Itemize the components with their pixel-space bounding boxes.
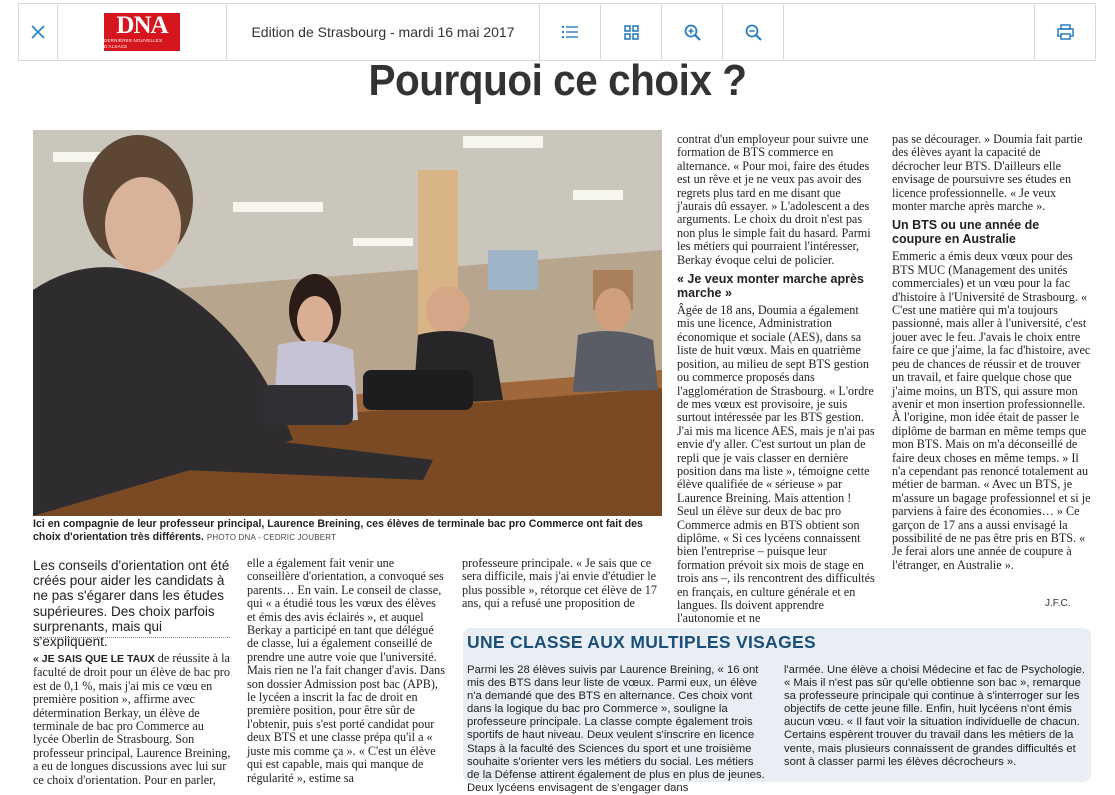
column-2-text: elle a également fait venir une conseillère d'orientation, a convoqué ses parents… En vain. Le conseil de classe, qui « a étudié tous les vœux des élèves et émis des avis éclairés », et auquel Berkay a participé en tant que délégué de classe, lui a également conseillé de prendre une autre voie que l'université. Mais rien ne l'a fait changer d'avis. Dans son dossier Admission post bac (APB), le lycéen a inscrit la fac de droit en première position, pour être sûr de l'obtenir, puis s'est porté candidat pour deux BTS et une classe prépa qu'il a « juste mis comme ça ». « C'est un élève qui est capable, mais qui manque de régularité », estime sa	[247, 556, 445, 785]
column-5-text: pas se décourager. » Doumia fait partie des élèves ayant la capacité de décrocher leur BTS. D'ailleurs elle envisage de poursuivre ses études en licence professionnelle. « Je veux monter marche après marche ».	[892, 132, 1083, 214]
print-button[interactable]	[1035, 4, 1095, 60]
zoom-in-icon	[684, 24, 701, 41]
article-column-1	[33, 652, 231, 787]
inset-box-column-1	[467, 664, 769, 795]
logo-main-text: DNA	[116, 12, 168, 39]
dna-logo	[104, 13, 180, 51]
caption-text: Ici en compagnie de leur professeur principal, Laurence Breining, ces élèves de terminale bac pro Commerce ont fait des choix d'orientation très différents.	[33, 518, 643, 543]
article-chapo: Les conseils d'orientation ont été créés pour aider les candidats à ne pas s'égarer dans les études supérieures. Des choix parfois surprenants, mais qui s'expliquent.	[33, 558, 230, 650]
article-photo	[33, 130, 662, 516]
list-icon	[562, 25, 578, 39]
grid-icon	[624, 25, 639, 40]
column-4-text: contrat d'un employeur pour suivre une formation de BTS commerce en alternance. « Pour moi, faire des études est un rêve et je ne veux pas avoir des regrets plus tard en me disant que j'aurais dû essayer. » L'adolescent a des arguments. Le choix du droit n'est pas non plus le simple fait du hasard. Parmi les métiers qui pourraient l'intéresser, Berkay évoque celui de policier.	[677, 132, 871, 267]
edition-label: Edition de Strasbourg - mardi 16 mai 2017	[227, 4, 540, 60]
chapo-divider	[33, 637, 230, 638]
print-icon	[1057, 24, 1074, 40]
viewer-toolbar	[18, 3, 1096, 61]
column-5b-text: Emmeric a émis deux vœux pour des BTS MUC (Management des unités commerciales) et un vœu pour la fac d'histoire à l'Université de Strasbourg. « C'est une matière qui m'a toujours passionné, mais aller à l'université, c'est jouer avec le feu. J'avais le choix entre faire ce que j'aime, la fac d'histoire, avec peu de chances de réussir et de trouver un travail, et faire quelque chose que j'aime moins, un BTS, qui assure mon avenir et mon insertion professionnelle. À l'origine, mon idée était de passer le diplôme de barman en même temps que mon BTS. Mais on m'a déconseillé de faire deux choses en même temps. » Il n'a cependant pas renoncé totalement au métier de barman. « Avec un BTS, je m'assure un bagage professionnel et si je parviens à faire des économies… » Ce garçon de 17 ans a aussi envisagé la possibilité de ne pas être pris en BTS. « Je ferai alors une année de coupure à l'étranger, en Australie ».	[892, 249, 1091, 572]
article-column-5	[892, 133, 1091, 572]
zoom-in-button[interactable]	[662, 4, 723, 60]
author-signature: J.F.C.	[1045, 598, 1071, 609]
close-icon	[30, 24, 46, 40]
inset-box-title: UNE CLASSE AUX MULTIPLES VISAGES	[467, 632, 816, 652]
column-3-text: professeure principale. « Je sais que ce sera difficile, mais j'ai envie d'étudier le plus possible », rétorque cet élève de 17 ans, qui a refusé une proposition de	[462, 556, 657, 611]
article-column-4	[677, 133, 875, 626]
list-view-button[interactable]	[540, 4, 601, 60]
inset-box-left-text: Parmi les 28 élèves suivis par Laurence Breining, « 16 ont mis des BTS dans leur liste de vœux. Parmi eux, un élève n'a demandé que des BTS en alternance. Ces choix vont dans la logique du bac pro Commerce », souligne la professeure principale. La classe compte également trois sportifs de haut niveau. Deux veulent s'inscrire en licence Staps à la faculté des Sciences du sport et une troisième souhaite s'orienter vers les métiers du social. Les métiers de la Défense attirent également de plus en plus de jeunes. Deux lycéens envisagent de s'engager dans	[467, 664, 765, 794]
subheading-australie: Un BTS ou une année de coupure en Australie	[892, 218, 1040, 246]
article-column-3	[462, 557, 662, 611]
column-1-text: de réussite à la faculté de droit pour un élève de bac pro est de 0,1 %, mais j'ai mis ce vœu en première position », affirme avec détermination Berkay, un élève de terminale de bac pro Commerce au lycée Oberlin de Strasbourg. Son professeur principal, Laurence Breining, a eu de longues discussions avec lui sur ce choix d'orientation. Pour en parler,	[33, 651, 231, 787]
article-headline: Pourquoi ce choix ?	[368, 56, 747, 105]
toolbar-spacer	[784, 4, 1035, 60]
lead-in: « JE SAIS QUE LE TAUX	[33, 653, 155, 665]
subheading-marche: « Je veux monter marche après marche »	[677, 272, 864, 300]
grid-view-button[interactable]	[601, 4, 662, 60]
inset-box-column-2	[784, 664, 1086, 769]
logo-sub-text: DERNIÈRES NOUVELLES D'ALSACE	[104, 38, 163, 49]
inset-box-right-text: l'armée. Une élève a choisi Médecine et fac de Psychologie. « Mais il n'est pas sûr qu'elle obtienne son bac », remarque sa professeure principale qui continue à s'interroger sur les objectifs de cette jeune fille. Enfin, huit lycéens n'ont émis aucun vœu. « Il faut voir la situation individuelle de chacun. Certains espèrent trouver du travail dans les métiers de la vente, mais plusieurs connaissent de grandes difficultés et sont à classer parmi les élèves décrocheurs ».	[784, 664, 1086, 768]
classroom-photo-illustration	[33, 130, 662, 516]
photo-credit: PHOTO DNA - CEDRIC JOUBERT	[206, 533, 337, 542]
newspaper-logo	[58, 4, 227, 60]
article-column-2	[247, 557, 447, 785]
zoom-out-button[interactable]	[723, 4, 784, 60]
column-4b-text: Âgée de 18 ans, Doumia a également mis une licence, Administration économique et sociale (AES), dans sa liste de huit vœux. Mais en quatrième position, au milieu de sept BTS gestion ou commerce proposés dans l'agglomération de Strasbourg. « L'ordre de mes vœux est provisoire, je suis surtout intéressée par les BTS gestion. J'ai mis ma licence AES, mais je n'ai pas envie d'y aller. C'est surtout un plan de repli que je vais classer en dernière position dans ma liste », témoigne cette élève qualifiée de « sérieuse » par Laurence Breining. Mais attention ! Seul un élève sur deux de bac pro Commerce admis en BTS obtient son diplôme. « Si ces lycéens connaissent bien l'entreprise – puisque leur formation prévoit six mois de stage en trois ans –, ils rencontrent des difficultés en français, en culture générale et en langues. Ils doivent apprendre l'autonomie et ne	[677, 303, 875, 626]
zoom-out-icon	[745, 24, 762, 41]
photo-caption	[33, 518, 663, 544]
close-button[interactable]	[19, 4, 58, 60]
